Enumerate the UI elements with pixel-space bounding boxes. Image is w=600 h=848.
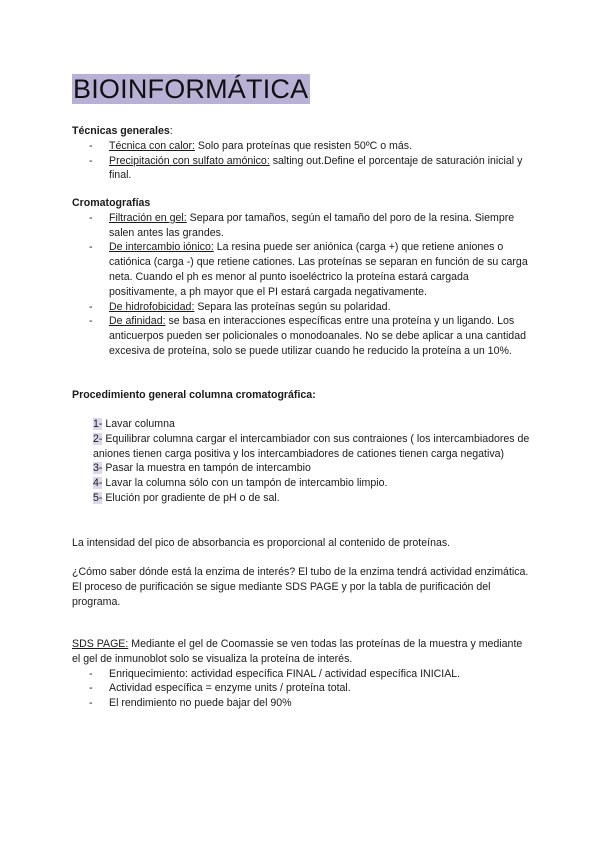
item-text: Separa por tamaños, según el tamaño del poro de la resina. Siempre salen antes las grandes. xyxy=(109,211,515,239)
step-item xyxy=(93,491,533,506)
list-item xyxy=(72,139,532,154)
step-number: 5- xyxy=(93,491,103,504)
step-text: Lavar la columna sólo con un tampón de intercambio limpio. xyxy=(102,477,388,490)
section-sds-page xyxy=(72,637,532,711)
paragraph-text: El proceso de purificación se sigue mediante SDS PAGE y por la tabla de purificación del programa. xyxy=(72,580,491,608)
term: De intercambio iónico: xyxy=(109,241,214,254)
item-text: Separa las proteínas según su polaridad. xyxy=(194,300,391,313)
list-item: - Actividad específica = enzyme units / proteína total. xyxy=(72,681,532,696)
term: De afinidad: xyxy=(109,315,166,328)
section-heading: Cromatografías xyxy=(72,197,151,209)
list-item: - Enriquecimiento: actividad específica FINAL / actividad específica INICIAL. xyxy=(72,667,532,682)
list-item xyxy=(72,154,532,184)
step-number: 2- xyxy=(93,432,103,445)
step-text: Lavar columna xyxy=(102,418,175,430)
item-text: salting out.Define el porcentaje de saturación inicial y final. xyxy=(109,154,523,182)
bullet-list xyxy=(72,139,532,183)
section-procedimiento xyxy=(72,388,532,403)
section-heading xyxy=(72,124,532,139)
paragraph-intensidad xyxy=(72,536,532,551)
list-item xyxy=(72,240,532,299)
item-text: Solo para proteínas que resisten 50ºC o más. xyxy=(194,139,413,152)
section-heading: Procedimiento general columna cromatográfica: xyxy=(72,389,316,401)
term: Técnica con calor: xyxy=(109,139,195,152)
list-item xyxy=(72,300,532,315)
step-number: 4- xyxy=(93,477,103,490)
bullet-list xyxy=(72,667,532,711)
step-item xyxy=(93,417,533,432)
step-item xyxy=(93,476,533,491)
paragraph-text: La intensidad del pico de absorbancia es proporcional al contenido de proteínas. xyxy=(72,537,451,549)
item-text: se basa en interacciones específicas entre una proteína y un ligando. Los anticuerpos pueden ser policionales o monodoanales. No se debe aplicar a una cantidad excesiva de proteína, solo se puede utilizar cuando he reducido la proteína a un 10%. xyxy=(109,315,526,357)
paragraph-text: ¿Cómo saber dónde está la enzima de interés? El tubo de la enzima tendrá actividad enzimática. xyxy=(72,566,529,578)
step-text: Pasar la muestra en tampón de intercambio xyxy=(102,462,311,475)
paragraph-body: Mediante el gel de Coomassie se ven todas las proteínas de la muestra y mediante el gel de inmunoblot solo se visualiza la proteína de interés. xyxy=(72,638,523,665)
paragraph-enzima xyxy=(72,565,532,609)
list-item xyxy=(72,314,532,358)
step-item xyxy=(93,461,533,476)
heading-text: Técnicas generales xyxy=(72,125,170,137)
page-title: BIOINFORMÁTICA xyxy=(73,74,309,104)
paragraph-text xyxy=(72,637,532,667)
item-text: La resina puede ser aniónica (carga +) que retiene aniones o catiónica (carga -) que retiene cationes. Las proteínas se separan en función de su carga neta. Cuando el ph es menor al punto isoeléctrico la proteína estará cargada positivamente, a ph mayor que el PI estará cargada negativamente. xyxy=(109,241,528,298)
term: SDS PAGE: xyxy=(72,638,129,650)
step-item xyxy=(93,432,533,462)
step-number: 1- xyxy=(93,418,103,430)
section-tecnicas-generales xyxy=(72,124,532,183)
heading-colon: : xyxy=(169,125,173,137)
section-cromatografias xyxy=(72,196,532,359)
step-number: 3- xyxy=(93,462,103,475)
list-item xyxy=(72,211,532,241)
step-text: Equilibrar columna cargar el intercambiador con sus contraiones ( los intercambiadores de aniones tienen carga positiva y los intercambiadores de cationes tienen carga negativa) xyxy=(93,432,530,460)
term: Precipitación con sulfato amónico: xyxy=(109,154,270,167)
bullet-list xyxy=(72,211,532,359)
step-text: Elución por gradiente de pH o de sal. xyxy=(102,491,280,504)
list-item: - El rendimiento no puede bajar del 90% xyxy=(72,696,532,711)
procedure-steps xyxy=(72,417,533,506)
term: De hidrofobicidad: xyxy=(109,300,195,313)
term: Filtración en gel: xyxy=(109,211,187,224)
